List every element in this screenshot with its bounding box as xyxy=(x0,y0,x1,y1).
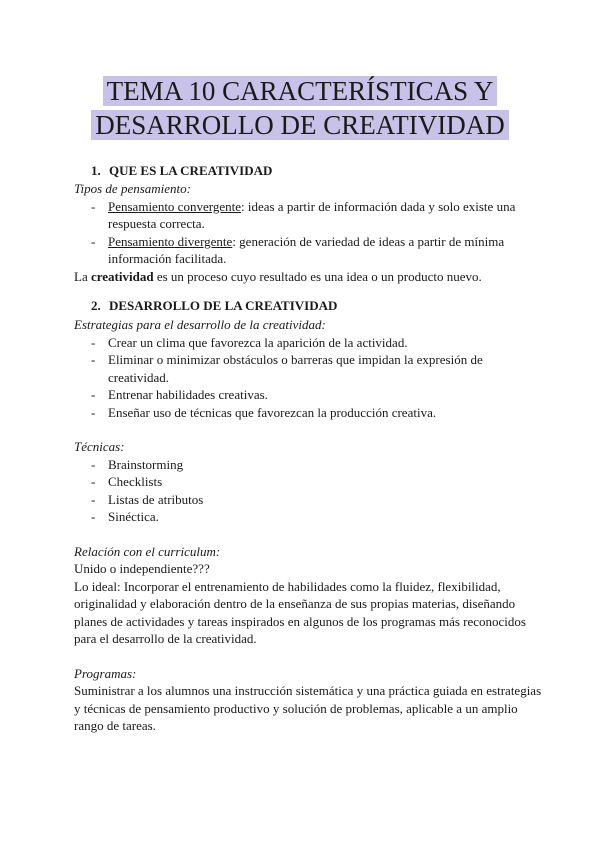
techniques-title: Técnicas: xyxy=(74,439,125,454)
curriculum-text: Lo ideal: Incorporar el entrenamiento de habilidades como la fluidez, flexibilidad, originalidad y elaboración dentro de la enseñanza de sus propias materias, diseñando planes de actividades y tareas inspirados en algunos de los programas más reconocidos para el desarrollo de la creatividad. xyxy=(74,578,526,646)
section-2-body xyxy=(74,316,544,735)
section-1-body xyxy=(74,180,544,285)
list-item: - Pensamiento divergente: generación de variedad de ideas a partir de mínima información facilitada. xyxy=(91,233,505,266)
list-item: - Checklists xyxy=(91,474,163,489)
section-1-heading: 1. QUE ES LA CREATIVIDAD xyxy=(91,163,273,178)
list-item: - Crear un clima que favorezca la aparición de la actividad. xyxy=(91,334,408,350)
section-2-heading: 2. DESARROLLO DE LA CREATIVIDAD xyxy=(91,298,338,313)
title-line-1: TEMA 10 CARACTERÍSTICAS Y xyxy=(0,74,600,108)
list-item: - Entrenar habilidades creativas. xyxy=(91,387,268,402)
list-item: - Brainstorming xyxy=(91,456,184,472)
curriculum-question: Unido o independiente??? xyxy=(74,561,210,576)
list-item: - Enseñar uso de técnicas que favorezcan la producción creativa. xyxy=(91,404,437,420)
title-line-2: DESARROLLO DE CREATIVIDAD xyxy=(0,108,600,142)
list-item: - Pensamiento convergente: ideas a partir de información dada y solo existe una respuesta correcta. xyxy=(91,198,516,231)
programs-title: Programas: xyxy=(74,665,137,681)
list-item: - Eliminar o minimizar obstáculos o barreras que impidan la expresión de creatividad. xyxy=(91,352,483,385)
section-1-subtitle: Tipos de pensamiento: xyxy=(74,181,191,196)
list-item: - Listas de atributos xyxy=(91,491,204,507)
list-item: - Sinéctica. xyxy=(91,509,159,524)
strategies-title: Estrategias para el desarrollo de la creatividad: xyxy=(74,317,326,332)
creativity-definition: La creatividad es un proceso cuyo resultado es una idea o un producto nuevo. xyxy=(74,268,482,284)
programs-text: Suministrar a los alumnos una instrucción sistemática y una práctica guiada en estrategias y técnicas de pensamiento productivo y solución de problemas, aplicable a un amplio rango de tareas. xyxy=(74,683,542,733)
curriculum-title: Relación con el curriculum: xyxy=(74,543,221,559)
